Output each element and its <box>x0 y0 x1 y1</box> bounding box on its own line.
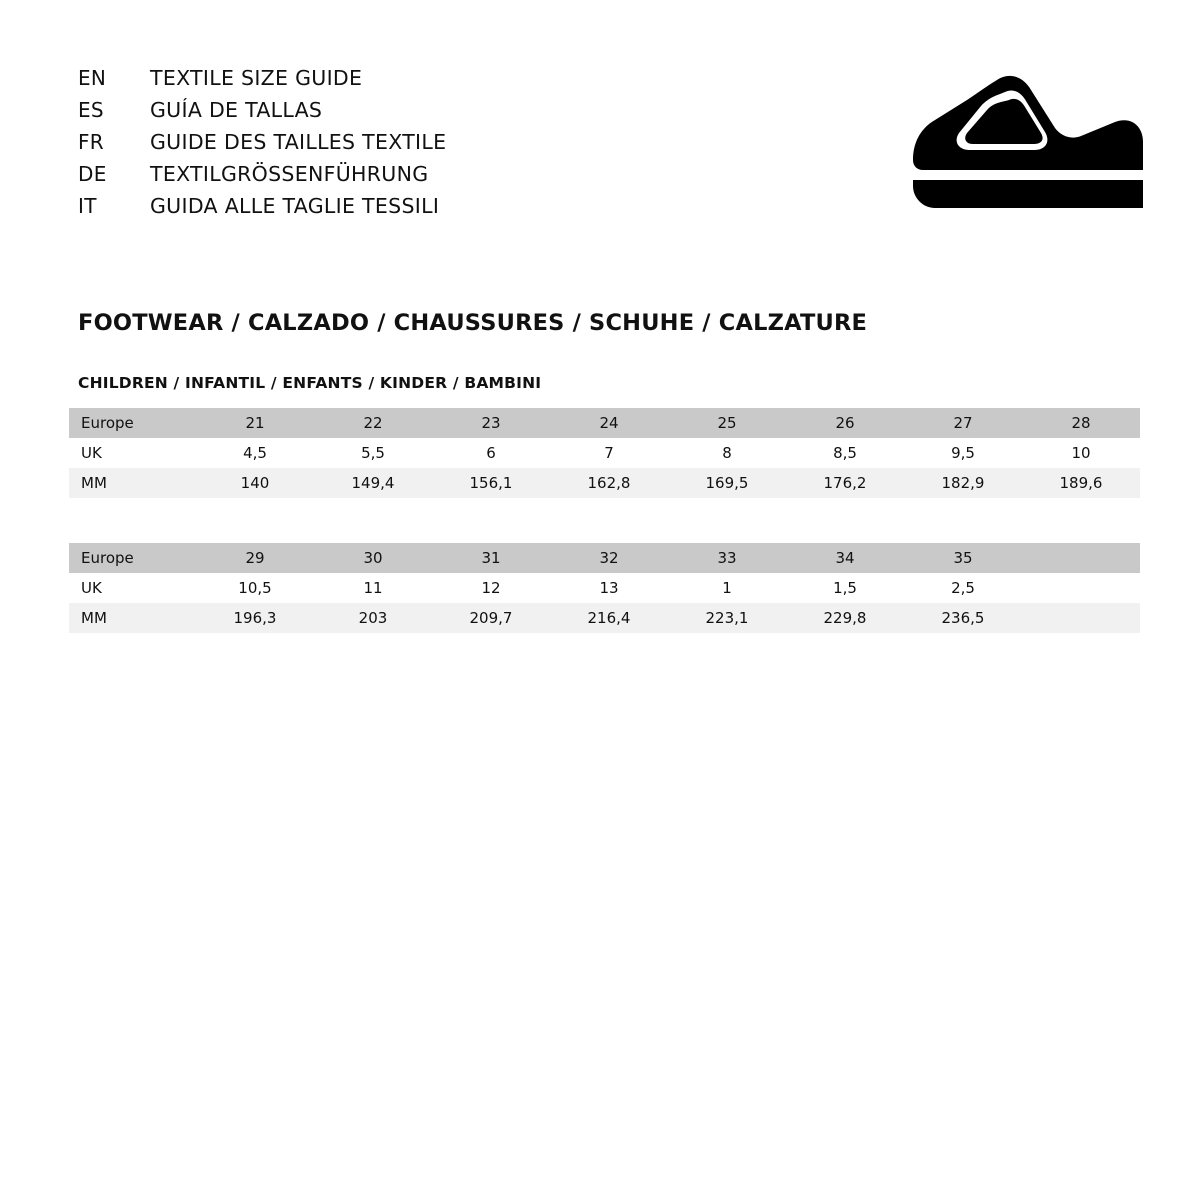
table-row <box>69 543 1140 573</box>
language-text-it: GUIDA ALLE TAGLIE TESSILI <box>150 194 440 218</box>
cell-uk-8: 10 <box>1022 438 1140 468</box>
cell-mm-3: 209,7 <box>432 603 550 633</box>
cell-uk-5: 8 <box>668 438 786 468</box>
language-row-de <box>78 158 718 190</box>
cell-europe-1: 21 <box>196 408 314 438</box>
language-code-en: EN <box>78 66 107 90</box>
language-row-es <box>78 94 718 126</box>
cell-mm-5: 223,1 <box>668 603 786 633</box>
table-row <box>69 603 1140 633</box>
table-row <box>69 438 1140 468</box>
cell-europe-1: 29 <box>196 543 314 573</box>
cell-uk-3: 12 <box>432 573 550 603</box>
cell-europe-4: 32 <box>550 543 668 573</box>
sneaker-icon <box>905 70 1145 215</box>
language-row-it <box>78 190 718 222</box>
cell-uk-1: 4,5 <box>196 438 314 468</box>
cell-mm-5: 169,5 <box>668 468 786 498</box>
row-label-europe: Europe <box>69 408 196 438</box>
section-title-footwear: FOOTWEAR / CALZADO / CHAUSSURES / SCHUHE / CALZATURE <box>78 310 868 336</box>
row-label-mm: MM <box>69 603 196 633</box>
cell-uk-6: 8,5 <box>786 438 904 468</box>
cell-europe-6: 26 <box>786 408 904 438</box>
cell-europe-7: 27 <box>904 408 1022 438</box>
language-text-en: TEXTILE SIZE GUIDE <box>150 66 363 90</box>
cell-uk-7: 2,5 <box>904 573 1022 603</box>
cell-mm-8 <box>1022 603 1140 633</box>
cell-mm-8: 189,6 <box>1022 468 1140 498</box>
language-row-fr <box>78 126 718 158</box>
cell-europe-6: 34 <box>786 543 904 573</box>
cell-europe-8: 28 <box>1022 408 1140 438</box>
language-text-fr: GUIDE DES TAILLES TEXTILE <box>150 130 447 154</box>
cell-mm-6: 176,2 <box>786 468 904 498</box>
cell-mm-3: 156,1 <box>432 468 550 498</box>
language-code-it: IT <box>78 194 97 218</box>
cell-europe-5: 33 <box>668 543 786 573</box>
cell-uk-8 <box>1022 573 1140 603</box>
cell-uk-7: 9,5 <box>904 438 1022 468</box>
cell-mm-2: 149,4 <box>314 468 432 498</box>
cell-mm-6: 229,8 <box>786 603 904 633</box>
language-text-es: GUÍA DE TALLAS <box>150 98 323 122</box>
language-code-de: DE <box>78 162 107 186</box>
table-row <box>69 408 1140 438</box>
cell-europe-2: 22 <box>314 408 432 438</box>
cell-europe-3: 31 <box>432 543 550 573</box>
cell-uk-3: 6 <box>432 438 550 468</box>
table-row <box>69 573 1140 603</box>
cell-mm-4: 216,4 <box>550 603 668 633</box>
cell-uk-5: 1 <box>668 573 786 603</box>
row-label-europe: Europe <box>69 543 196 573</box>
cell-europe-7: 35 <box>904 543 1022 573</box>
cell-uk-1: 10,5 <box>196 573 314 603</box>
row-label-uk: UK <box>69 573 196 603</box>
cell-europe-4: 24 <box>550 408 668 438</box>
language-row-en <box>78 62 718 94</box>
language-text-de: TEXTILGRÖSSENFÜHRUNG <box>150 162 429 186</box>
row-label-mm: MM <box>69 468 196 498</box>
table-row <box>69 468 1140 498</box>
cell-mm-1: 196,3 <box>196 603 314 633</box>
cell-europe-5: 25 <box>668 408 786 438</box>
row-label-uk: UK <box>69 438 196 468</box>
cell-uk-2: 5,5 <box>314 438 432 468</box>
cell-mm-1: 140 <box>196 468 314 498</box>
language-list <box>78 62 718 222</box>
size-table-children-2 <box>69 543 1140 633</box>
size-table-children-1 <box>69 408 1140 498</box>
cell-mm-7: 182,9 <box>904 468 1022 498</box>
cell-europe-2: 30 <box>314 543 432 573</box>
cell-uk-4: 13 <box>550 573 668 603</box>
cell-europe-8 <box>1022 543 1140 573</box>
cell-mm-2: 203 <box>314 603 432 633</box>
language-code-es: ES <box>78 98 104 122</box>
cell-uk-2: 11 <box>314 573 432 603</box>
cell-uk-4: 7 <box>550 438 668 468</box>
language-code-fr: FR <box>78 130 105 154</box>
section-subtitle-children: CHILDREN / INFANTIL / ENFANTS / KINDER / BAMBINI <box>78 374 542 392</box>
cell-europe-3: 23 <box>432 408 550 438</box>
cell-mm-4: 162,8 <box>550 468 668 498</box>
cell-uk-6: 1,5 <box>786 573 904 603</box>
cell-mm-7: 236,5 <box>904 603 1022 633</box>
